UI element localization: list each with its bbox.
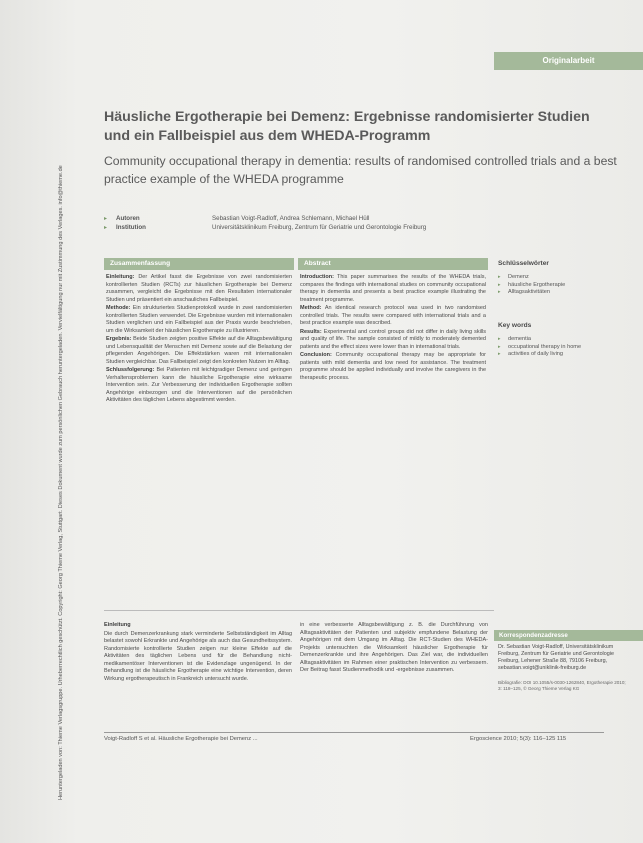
keywords-en-heading: Key words	[498, 322, 532, 329]
keyword-de: ▸ Alltagsaktivitäten	[498, 289, 628, 297]
abstract-de-intro: Der Artikel fasst die Ergebnisse von zwei randomisierten kontrollierten Studien (RCTs) zur häuslichen Ergotherapie bei Demenz zusammen, vergleicht die Ergebnisse mit den Resultaten internationaler Studien und präsentiert ein anschauliches Fallbeispiel.	[106, 274, 293, 303]
abstract-de	[106, 274, 292, 406]
abstract-de-results: Beide Studien zeigten positive Effekte auf die Alltagsbewältigung und Lebensqualität der Menschen mit Demenz sowie auf die Belastung der pflegenden Angehörigen. Die Effektstärken waren mit internationalen Studien vergleichbar. Das Fallbeispiel zeigt den konkreten Nutzen im Alltag.	[106, 336, 292, 365]
footer-citation: Voigt-Radloff S et al. Häusliche Ergotherapie bei Demenz ...	[104, 736, 258, 742]
section-tag: Originalarbeit	[494, 52, 643, 70]
title-english: Community occupational therapy in dementia: results of randomised controlled trials and a best practice example of the WHEDA programme	[104, 154, 617, 186]
bibliography-note: Bibliografie: DOI 10.1055/s-0030-1262840, Ergotherapie 2010; 3: 118–125, © Georg Thieme Verlag KG	[498, 680, 626, 691]
bullet-icon: ▸	[104, 224, 108, 231]
correspondence-box	[498, 644, 628, 692]
abstract-en-intro-label: Introduction:	[300, 274, 334, 280]
institution-label: Institution	[116, 224, 146, 231]
body-left-column	[104, 622, 292, 684]
abstract-de-conclusion-label: Schlussfolgerung:	[106, 367, 155, 373]
intro-heading: Einleitung	[104, 622, 131, 628]
keyword-de: ▸ Demenz	[498, 274, 628, 282]
keywords-de-heading: Schlüsselwörter	[498, 260, 549, 267]
keyword-en: ▸ activities of daily living	[498, 351, 628, 359]
authors: Sebastian Voigt-Radloff, Andrea Schlemann, Michael Hüll	[212, 215, 370, 222]
footer-rule	[104, 732, 604, 733]
body-right-column	[300, 622, 488, 676]
intro-text: Die durch Demenzerkrankung stark verminderte Selbstständigkeit im Alltag belastet sowohl Erkrankte und Angehörige als auch das Gesundheitssystem. Randomisierte kontrollierte Studien zeigen nur kleine Effekte auf die Aktivitäten des täglichen Lebens und für die Behandlung nicht-medikamentöser Interventionen ist die Evidenzlage ungenügend. In der Behandlung ist die häusliche Ergotherapie eine wichtige Intervention, deren Wirkung ergotherapeutisch in Frankreich untersucht wurde.	[104, 630, 292, 682]
institution: Universitätsklinikum Freiburg, Zentrum für Geriatrie und Gerontologie Freiburg	[212, 224, 427, 231]
abstract-de-intro-label: Einleitung:	[106, 274, 135, 280]
keyword-de: ▸ häusliche Ergotherapie	[498, 282, 628, 290]
abstract-en-conclusion-label: Conclusion:	[300, 352, 332, 358]
abstract-de-heading: Zusammenfassung	[104, 258, 294, 270]
keyword-en: ▸ occupational therapy in home	[498, 344, 628, 352]
abstract-en-heading: Abstract	[298, 258, 488, 270]
title-german: Häusliche Ergotherapie bei Demenz: Ergebnisse randomisierter Studien und ein Fallbeispiel aus dem WHEDA-Programm	[104, 109, 590, 144]
keywords-en-list	[498, 336, 628, 359]
abstract-de-results-label: Ergebnis:	[106, 336, 132, 342]
abstract-de-method: Ein strukturiertes Studienprotokoll wurde in zwei randomisierten kontrollierten Studien verwendet. Die Ergebnisse wurden mit internationalen Studien verglichen und ein Fallbeispiel aus der Praxis wurde beschrieben, um die Wirksamkeit der häuslichen Ergotherapie zu illustrieren.	[106, 305, 292, 334]
abstract-en-intro: This paper summarises the results of the WHEDA trials, compares the findings with international studies on community occupational therapy in dementia and presents a best practice example illustrating the treatment programme.	[300, 274, 486, 303]
body-right-text: in eine verbesserte Alltagsbewältigung z. B. die Durchführung von Alltagsaktivitäten der Patienten und subjektiv empfundene Belastung der Angehörigen mit dem Umgang im Alltag. Die RCT-Studien des WHEDA-Projekts untersuchten die Wirksamkeit häuslicher Ergotherapie für Demenzerkrankte und ihre Angehörigen. Das Ziel war, die individuellen Alltagsaktivitäten im Rahmen einer praktischen Intervention zu verbessern. Der Beitrag fasst Studienmethodik und -ergebnisse zusammen.	[300, 622, 488, 673]
abstract-de-conclusion: Bei Patienten mit leichtgradiger Demenz und geringen Verhaltensproblemen kann die häusliche Ergotherapie eine wirksame Intervention sein. Zur Verbesserung der individuellen Ergotherapie sollten Angehörige einbezogen und die Interventionen auf die persönlichen Aktivitäten des täglichen Lebens abgestimmt werden.	[106, 367, 293, 403]
section-divider	[104, 610, 494, 611]
authors-label: Autoren	[116, 215, 140, 222]
footer-page-info: Ergoscience 2010; 5(3): 116–125 115	[470, 736, 567, 742]
abstract-en-method-label: Method:	[300, 305, 322, 311]
copyright-sidebar-text: Heruntergeladen von: Thieme Verlagsgruppe. Urheberrechtlich geschützt. Copyright: Georg Thieme Verlag, Stuttgart. Dieses Dokument wurde zum persönlichen Gebrauch heruntergeladen. Vervielfältigung nur mit Zustimmung des Verlages. info@thieme.de	[58, 165, 64, 800]
abstract-en-method: An identical research protocol was used in two randomised controlled trials. The results were compared with international trials and a best practice example was described.	[300, 305, 486, 326]
article-meta	[104, 214, 426, 232]
keywords-de-list	[498, 274, 628, 297]
abstract-de-method-label: Methode:	[106, 305, 131, 311]
abstract-en-conclusion: Community occupational therapy may be appropriate for patients with mild dementia and low need for assistance. The treatment programme should be applied individually and involve the caregivers in the therapeutic process.	[300, 352, 486, 381]
keyword-en: ▸ dementia	[498, 336, 628, 344]
abstract-en	[300, 274, 486, 383]
correspondence-heading: Korrespondenzadresse	[494, 630, 643, 641]
bullet-icon: ▸	[104, 215, 108, 222]
abstract-en-results-label: Results:	[300, 328, 322, 335]
abstract-en-results: Experimental and control groups did not differ in daily living skills and quality of life. The sample consisted of mildly to moderately demented patients and the effect sizes were lower than in international trials.	[300, 328, 486, 350]
correspondence-address: Dr. Sebastian Voigt-Radloff, Universitätsklinikum Freiburg, Zentrum für Geriatrie und Gerontologie Freiburg, Lehener Straße 88, 79106 Freiburg, sebastian.voigt@uniklinik-freiburg.de	[498, 644, 614, 671]
